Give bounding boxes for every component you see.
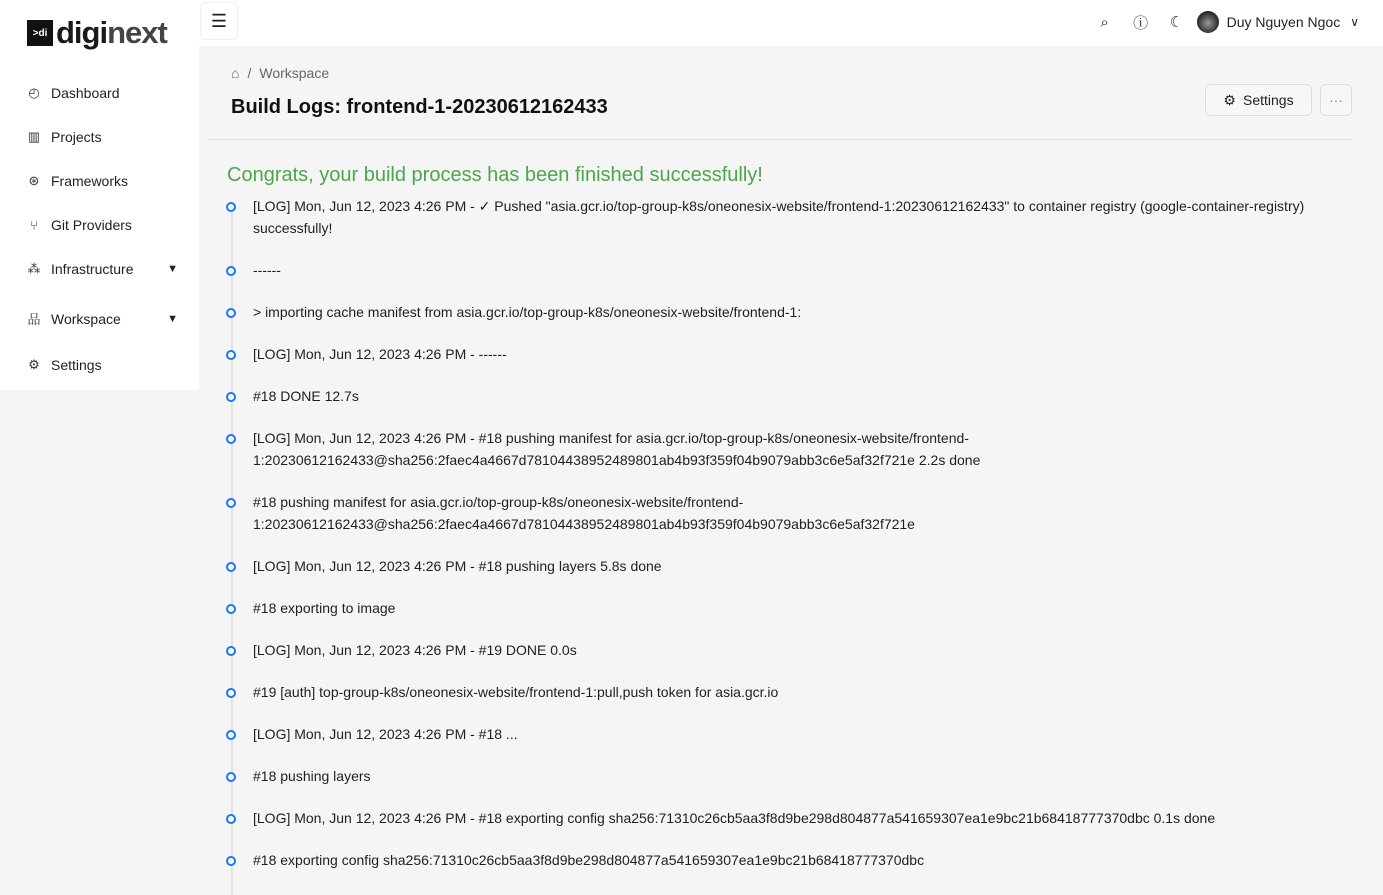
- timeline-dot-icon: [226, 202, 236, 212]
- git-branch-icon: ⑂: [30, 217, 38, 233]
- sidebar-item-label: Frameworks: [51, 173, 129, 189]
- log-entry: [224, 555, 1334, 577]
- timeline-dot-icon: [226, 266, 236, 276]
- log-text: #19 [auth] top-group-k8s/oneonesix-website/frontend-1:pull,push token for asia.gcr.io: [253, 684, 779, 700]
- log-entry: [224, 639, 1334, 661]
- list-icon: ☰: [210, 10, 228, 31]
- home-icon[interactable]: ⌂: [231, 65, 240, 81]
- dark-mode-icon[interactable]: ☾: [1169, 14, 1184, 31]
- timeline-dot-icon: [226, 730, 236, 740]
- timeline-dot-icon: [226, 498, 236, 508]
- settings-button-label: Settings: [1242, 92, 1294, 108]
- top-bar: [199, 0, 1383, 46]
- timeline-dot-icon: [226, 688, 236, 698]
- sidebar-item-label: Infrastructure: [51, 261, 134, 277]
- breadcrumb-current[interactable]: Workspace: [259, 65, 330, 81]
- avatar[interactable]: [1197, 11, 1219, 33]
- log-entry: [224, 259, 1334, 281]
- log-entry: [224, 723, 1334, 745]
- log-text: ------: [253, 262, 281, 278]
- log-entry: [224, 195, 1334, 239]
- logo-mark: >di: [27, 20, 53, 46]
- sidebar-item-label: Settings: [51, 357, 102, 373]
- timeline-dot-icon: [226, 392, 236, 402]
- success-message: Congrats, your build process has been finished successfully!: [227, 164, 763, 186]
- cluster-icon: ⁂: [27, 261, 41, 276]
- sidebar: [0, 0, 199, 390]
- timeline-dot-icon: [226, 434, 236, 444]
- log-text: #18 pushing layers: [253, 768, 371, 784]
- log-text: [LOG] Mon, Jun 12, 2023 4:26 PM - #18 pushing layers 5.8s done: [253, 558, 662, 574]
- gear-icon: ⚙: [1223, 91, 1236, 108]
- page-title: Build Logs: frontend-1-20230612162433: [231, 96, 608, 118]
- timeline-dot-icon: [226, 604, 236, 614]
- breadcrumb-separator: /: [247, 65, 252, 81]
- search-icon[interactable]: ⌕: [1100, 13, 1109, 31]
- menu-toggle-button[interactable]: [200, 2, 238, 40]
- timeline-dot-icon: [226, 646, 236, 656]
- log-timeline: [224, 195, 1334, 891]
- log-entry: [224, 681, 1334, 703]
- log-entry: [224, 301, 1334, 323]
- sidebar-item-label: Dashboard: [51, 85, 120, 101]
- workspace-icon: 品: [27, 312, 41, 327]
- log-entry: [224, 343, 1334, 365]
- log-text: > importing cache manifest from asia.gcr.io/top-group-k8s/oneonesix-website/frontend-1:: [253, 304, 802, 320]
- log-text: [LOG] Mon, Jun 12, 2023 4:26 PM - ------: [253, 346, 507, 362]
- timeline-dot-icon: [226, 856, 236, 866]
- log-text: [LOG] Mon, Jun 12, 2023 4:26 PM - #18 exporting config sha256:71310c26cb5aa3f8d9be298d804877a541659307ea1e9bc21b68418777370dbc 0.1s done: [253, 810, 1216, 826]
- gear-icon: ⚙: [28, 357, 40, 372]
- timeline-dot-icon: [226, 772, 236, 782]
- logo-text-b: next: [107, 15, 167, 50]
- sidebar-item-projects[interactable]: [26, 129, 186, 145]
- log-entry: [224, 427, 1334, 471]
- sidebar-item-dashboard[interactable]: [26, 85, 186, 101]
- log-text: #18 exporting config sha256:71310c26cb5aa3f8d9be298d804877a541659307ea1e9bc21b68418777370dbc: [253, 852, 925, 868]
- log-text: #18 DONE 12.7s: [253, 388, 359, 404]
- sidebar-item-settings[interactable]: [26, 357, 186, 373]
- log-entry: [224, 597, 1334, 619]
- log-entry: [224, 765, 1334, 787]
- log-text: [LOG] Mon, Jun 12, 2023 4:26 PM - #18 ...: [253, 726, 518, 742]
- sidebar-item-workspace[interactable]: [26, 309, 186, 328]
- chevron-down-icon: ▼: [167, 263, 178, 275]
- logo-text-a: digi: [56, 15, 108, 50]
- sidebar-item-infrastructure[interactable]: [26, 261, 186, 277]
- log-text: #18 pushing manifest for asia.gcr.io/top-group-k8s/oneonesix-website/frontend-1:20230612162433@sha256:2faec4a4667d78104438952489801ab4b93f359f04b9079abb3c6e5af32f721e: [253, 494, 915, 532]
- timeline-dot-icon: [226, 350, 236, 360]
- projects-icon: ▥: [27, 129, 41, 144]
- dashboard-icon: ◴: [28, 85, 40, 100]
- log-text: [LOG] Mon, Jun 12, 2023 4:26 PM - #19 DONE 0.0s: [253, 642, 577, 658]
- log-text: [LOG] Mon, Jun 12, 2023 4:26 PM - ✓ Pushed "asia.gcr.io/top-group-k8s/oneonesix-website/frontend-1:20230612162433" to container registry (google-container-registry) successfully!: [253, 198, 1305, 236]
- log-entry: [224, 849, 1334, 871]
- user-name[interactable]: Duy Nguyen Ngoc: [1226, 14, 1341, 30]
- sidebar-item-frameworks[interactable]: [26, 173, 186, 189]
- log-entry: [224, 807, 1334, 829]
- settings-button[interactable]: [1205, 84, 1312, 116]
- sidebar-item-git-providers[interactable]: [26, 217, 186, 233]
- sidebar-item-label: Git Providers: [51, 217, 132, 233]
- sidebar-item-label: Workspace: [51, 310, 121, 327]
- timeline-dot-icon: [226, 562, 236, 572]
- sidebar-item-label: Projects: [51, 129, 102, 145]
- more-button[interactable]: ···: [1320, 84, 1352, 116]
- timeline-dot-icon: [226, 308, 236, 318]
- divider: [208, 139, 1353, 140]
- breadcrumb: [231, 65, 329, 81]
- chevron-down-icon[interactable]: ∨: [1350, 15, 1359, 29]
- logo[interactable]: [27, 15, 167, 50]
- help-icon[interactable]: ⓘ: [1133, 14, 1149, 32]
- log-entry: [224, 491, 1334, 535]
- log-text: #18 exporting to image: [253, 600, 396, 616]
- log-text: [LOG] Mon, Jun 12, 2023 4:26 PM - #18 pushing manifest for asia.gcr.io/top-group-k8s/oneonesix-website/frontend-1:20230612162433@sha256:2faec4a4667d78104438952489801ab4b93f359f04b9079abb3c6e5af32f721e 2.2s done: [253, 430, 981, 468]
- timeline-dot-icon: [226, 814, 236, 824]
- frameworks-icon: ⊛: [28, 173, 40, 188]
- log-entry: [224, 385, 1334, 407]
- chevron-down-icon: ▼: [167, 312, 178, 325]
